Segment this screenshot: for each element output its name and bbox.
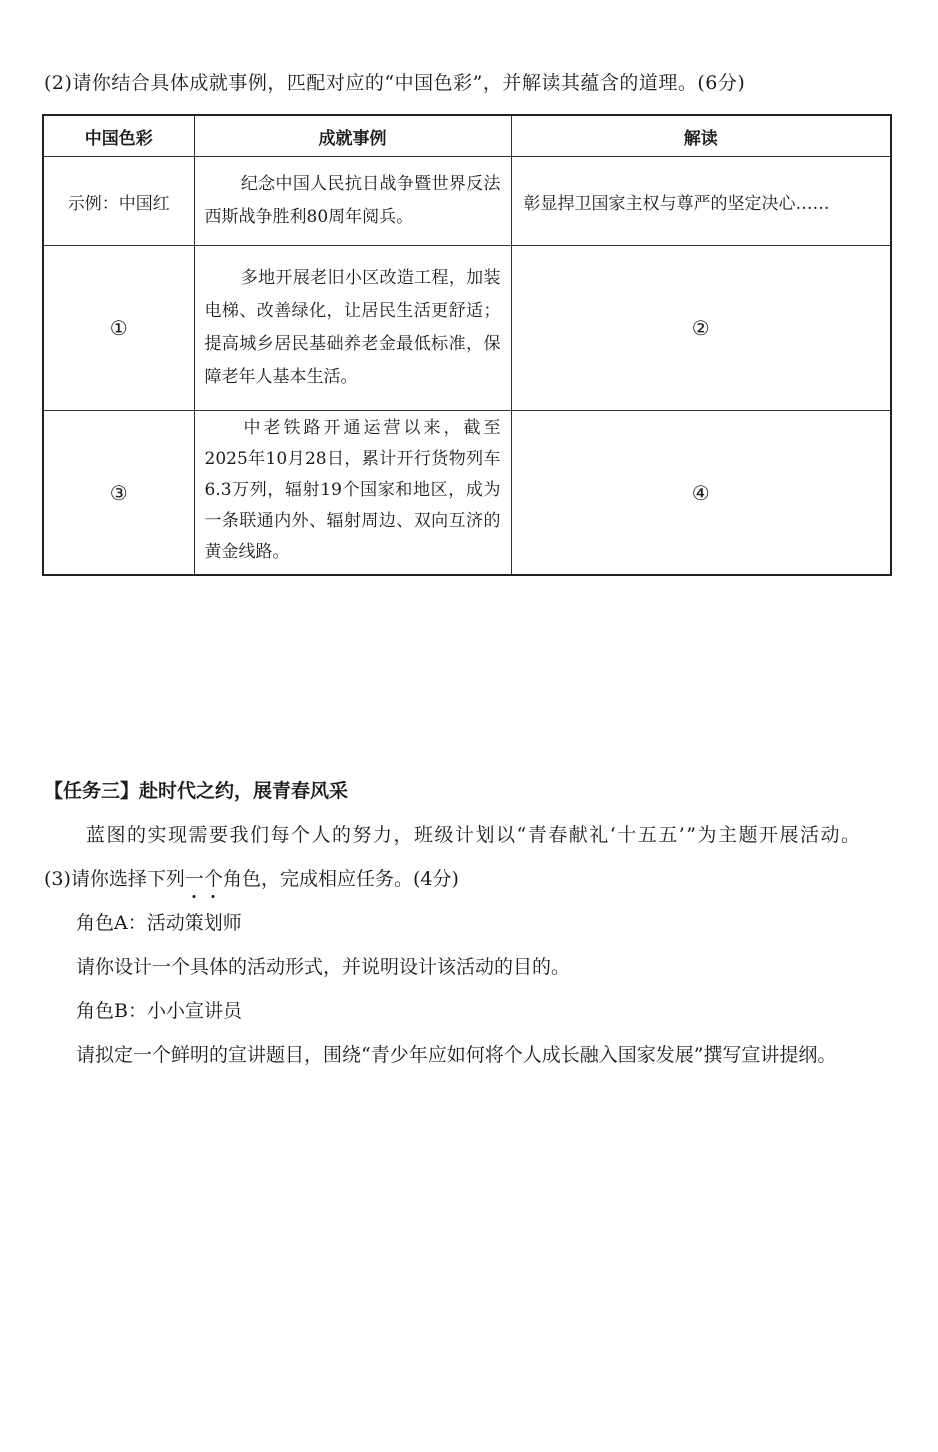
example-text: 纪念中国人民抗日战争暨世界反法西斯战争胜利80周年阅兵。 xyxy=(204,174,501,227)
cell-example xyxy=(194,157,511,246)
role-a-title: 角色A：活动策划师 xyxy=(76,912,242,934)
table-row xyxy=(43,411,891,576)
q3-text-after: 角色，完成相应任务。(4分) xyxy=(222,868,459,890)
emphasis-mark-2: 个 xyxy=(203,868,223,890)
role-a-task: 请你设计一个具体的活动形式，并说明设计该活动的目的。 xyxy=(76,956,571,978)
question-3-prompt xyxy=(44,864,459,891)
example-text: 中老铁路开通运营以来，截至2025年10月28日，累计开行货物列车6.3万列，辐射19个国家和地区，成为一条联通内外、辐射周边、双向互济的黄金线路。 xyxy=(204,418,501,562)
blank-3: ③ xyxy=(43,411,194,576)
q3-text-before: (3)请你选择下列 xyxy=(44,868,185,890)
cell-example xyxy=(194,411,511,576)
blank-2: ② xyxy=(511,246,891,411)
cell-reading: 彰显捍卫国家主权与尊严的坚定决心…… xyxy=(511,157,891,246)
role-b-title: 角色B：小小宣讲员 xyxy=(76,1000,242,1022)
task-3-intro: 蓝图的实现需要我们每个人的努力，班级计划以“青春献礼‘十五五’”为主题开展活动。 xyxy=(86,824,862,846)
emphasis-mark-1: 一 xyxy=(184,868,204,890)
blank-4: ④ xyxy=(511,411,891,576)
header-chinese-color: 中国色彩 xyxy=(43,115,194,157)
header-achievement-example: 成就事例 xyxy=(194,115,511,157)
table-row xyxy=(43,157,891,246)
cell-example xyxy=(194,246,511,411)
example-text: 多地开展老旧小区改造工程，加装电梯、改善绿化，让居民生活更舒适；提高城乡居民基础养老金最低标准，保障老年人基本生活。 xyxy=(204,268,501,387)
table-row xyxy=(43,246,891,411)
header-interpretation: 解读 xyxy=(511,115,891,157)
question-2-prompt: (2)请你结合具体成就事例，匹配对应的“中国色彩”，并解读其蕴含的道理。(6分) xyxy=(44,72,746,94)
blank-1: ① xyxy=(43,246,194,411)
color-achievement-table xyxy=(42,114,892,576)
cell-color: 示例：中国红 xyxy=(43,157,194,246)
task-3-heading: 【任务三】赴时代之约，展青春风采 xyxy=(44,780,349,802)
role-b-task: 请拟定一个鲜明的宣讲题目，围绕“青少年应如何将个人成长融入国家发展”撰写宣讲提纲。 xyxy=(76,1044,837,1066)
table-header-row xyxy=(43,115,891,157)
